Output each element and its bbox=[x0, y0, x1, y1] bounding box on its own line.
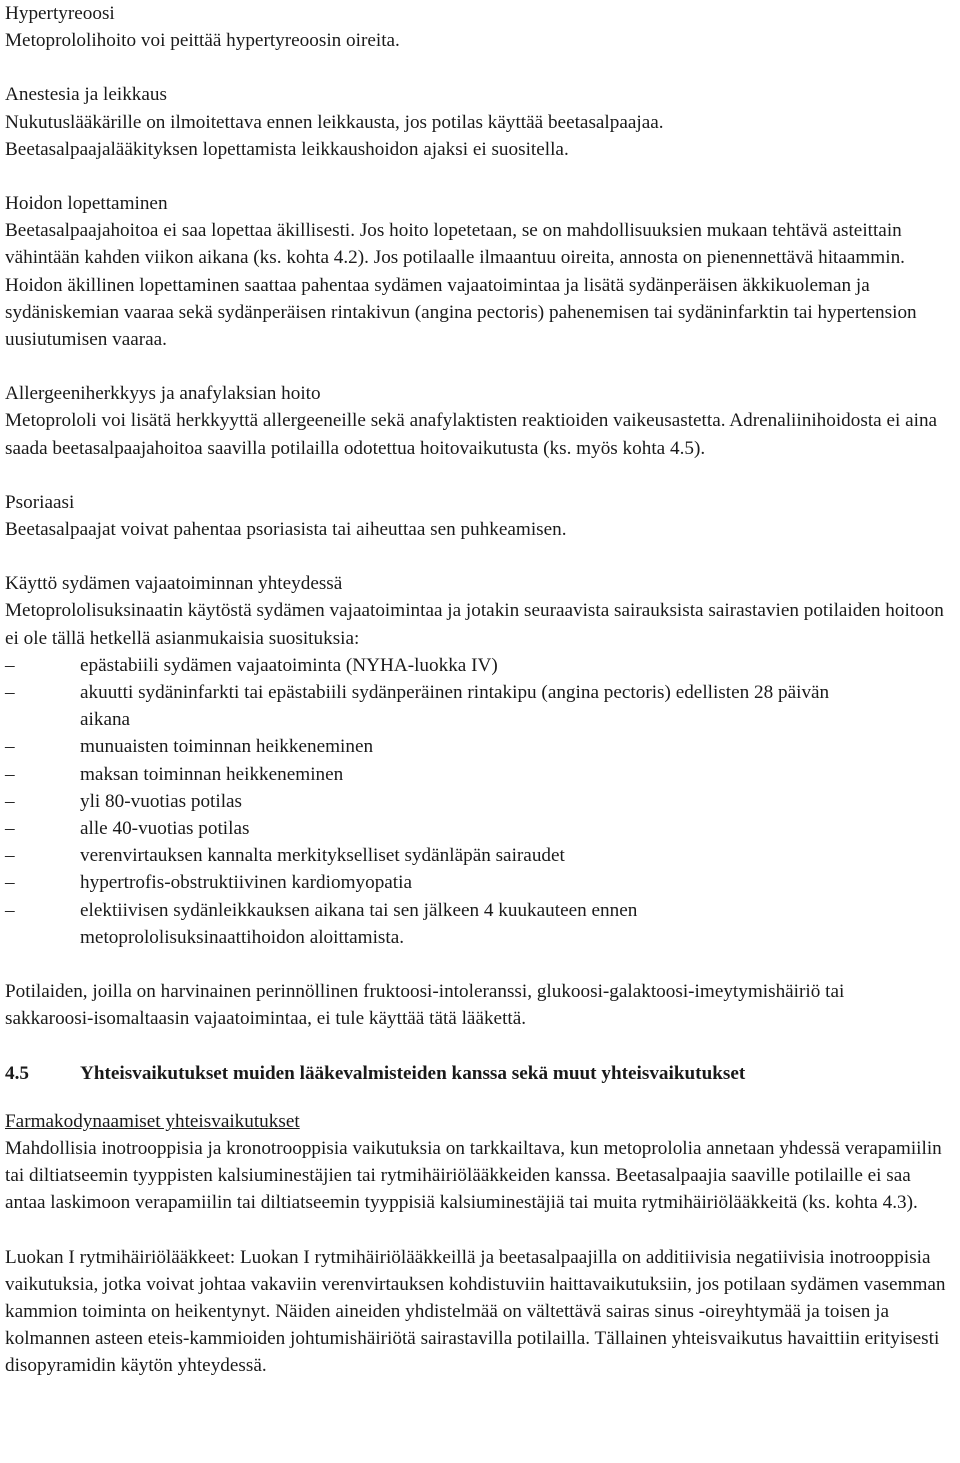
heading-lopettaminen: Hoidon lopettaminen bbox=[5, 193, 168, 215]
text-farmakodynaamiset: Mahdollisia inotrooppisia ja kronotrooppisia vaikutuksia on tarkkailtava, kun metoprololia annetaan yhdessä verapamiilin tai diltiatseemin tyyppisten kalsiuminestäjien tai rytmihäiriölääkkeiden kanssa. Beetasalpaajia saaville potilaille ei saa antaa laskimoon verapamiilin tai diltiatseemin tyyppisiä kalsiuminestäjiä tai muita rytmihäiriölääkkeitä (ks. kohta 4.3). bbox=[5, 1137, 942, 1214]
list-item: – elektiivisen sydänleikkauksen aikana tai sen jälkeen 4 kuukauteen ennen metoprololisuksinaattihoidon aloittamista. bbox=[5, 897, 840, 951]
document-page bbox=[5, 0, 955, 1380]
dash-marker: – bbox=[5, 682, 15, 704]
text-allergia: Metoprololi voi lisätä herkkyyttä allergeeneille sekä anafylaktisten reaktioiden vaikeusastetta. Adrenaliinihoidosta ei aina saada beetasalpaajahoitoa saavilla potilailla odotettua hoitovaikutusta (ks. myös kohta 4.5). bbox=[5, 410, 938, 459]
text-luokka-1: Luokan I rytmihäiriölääkkeet: Luokan I rytmihäiriölääkkeillä ja beetasalpaajilla on additiivisia negatiivisia inotrooppisia vaikutuksia, jotka voivat johtaa vakaviin verenvirtauksen kohdistuviin haittavaikutuksiin, jos potilaan sydämen vasemman kammion toiminta on heikentynyt. Näiden aineiden yhdistelmää on vältettävä sairas sinus -oireyhtymää ja toisen ja kolmannen asteen eteis-kammioiden johtumishäiriötä sairastavilla potilailla. Tällainen yhteisvaikutus havaittiin erityisesti disopyramidin käytön yhteydessä. bbox=[5, 1246, 946, 1377]
list-item: – verenvirtauksen kannalta merkitykselliset sydänläpän sairaudet bbox=[5, 842, 955, 869]
list-item: – maksan toiminnan heikkeneminen bbox=[5, 761, 955, 788]
text-lopettaminen: Beetasalpaajahoitoa ei saa lopettaa äkillisesti. Jos hoito lopetetaan, se on mahdollisuuksien mukaan tehtävä asteittain vähintään kahden viikon aikana (ks. kohta 4.2). Jos potilaalle ilmaantuu oireita, annosta on pienennettävä hitaammin. Hoidon äkillinen lopettaminen saattaa pahentaa sydämen vajaatoimintaa ja lisätä sydänperäisen äkkikuoleman ja sydäniskemian vaaraa sekä sydänperäisen rintakivun (angina pectoris) pahenemisen tai sydäninfarktin tai hypertension uusiutumisen vaaraa. bbox=[5, 220, 917, 351]
block-allergia bbox=[5, 380, 955, 462]
dash-marker: – bbox=[5, 872, 15, 894]
dash-marker: – bbox=[5, 654, 15, 676]
dash-marker: – bbox=[5, 763, 15, 785]
list-item: – epästabiili sydämen vajaatoiminta (NYHA-luokka IV) bbox=[5, 652, 955, 679]
text-vajaatoiminta: Metoprololisuksinaatin käytöstä sydämen vajaatoimintaa ja jotakin seuraavista sairauksista sairastavien potilaiden hoitoon ei ole tällä hetkellä asianmukaisia suosituksia: bbox=[5, 600, 944, 649]
block-farmakodynaamiset bbox=[5, 1108, 955, 1217]
block-hypertyreoosi bbox=[5, 0, 955, 54]
condition-list bbox=[5, 652, 955, 951]
dash-marker: – bbox=[5, 736, 15, 758]
list-item: – alle 40-vuotias potilas bbox=[5, 815, 955, 842]
text-fruktoosi: Potilaiden, joilla on harvinainen perinnöllinen fruktoosi-intoleranssi, glukoosi-galaktoosi-imeytymishäiriö tai sakkaroosi-isomaltaasin vajaatoimintaa, ei tule käyttää tätä lääkettä. bbox=[5, 981, 845, 1030]
section-number: 4.5 bbox=[5, 1062, 29, 1084]
list-item: – hypertrofis-obstruktiivinen kardiomyopatia bbox=[5, 869, 955, 896]
heading-psoriaasi: Psoriaasi bbox=[5, 491, 75, 513]
block-lopettaminen bbox=[5, 190, 955, 353]
block-luokka-1 bbox=[5, 1244, 955, 1380]
text-anestesia: Nukutuslääkärille on ilmoitettava ennen leikkausta, jos potilas käyttää beetasalpaajaa. Beetasalpaajalääkityksen lopettamista leikkaushoidon ajaksi ei suositella. bbox=[5, 111, 664, 160]
section-heading-4-5 bbox=[5, 1060, 955, 1087]
heading-vajaatoiminta: Käyttö sydämen vajaatoiminnan yhteydessä bbox=[5, 573, 343, 595]
block-psoriaasi bbox=[5, 489, 955, 543]
block-anestesia bbox=[5, 81, 955, 163]
heading-hypertyreoosi: Hypertyreoosi bbox=[5, 3, 115, 24]
heading-allergia: Allergeeniherkkyys ja anafylaksian hoito bbox=[5, 383, 321, 405]
text-hypertyreoosi: Metoprololihoito voi peittää hypertyreoosin oireita. bbox=[5, 30, 400, 52]
list-item: – yli 80-vuotias potilas bbox=[5, 788, 955, 815]
dash-marker: – bbox=[5, 899, 15, 921]
list-item: – akuutti sydäninfarkti tai epästabiili sydänperäinen rintakipu (angina pectoris) edellisten 28 päivän aikana bbox=[5, 679, 860, 733]
heading-anestesia: Anestesia ja leikkaus bbox=[5, 84, 167, 106]
dash-marker: – bbox=[5, 790, 15, 812]
block-fruktoosi bbox=[5, 978, 955, 1032]
section-title: Yhteisvaikutukset muiden lääkevalmisteiden kanssa sekä muut yhteisvaikutukset bbox=[80, 1062, 746, 1084]
text-psoriaasi: Beetasalpaajat voivat pahentaa psoriasista tai aiheuttaa sen puhkeamisen. bbox=[5, 519, 567, 541]
heading-farmakodynaamiset: Farmakodynaamiset yhteisvaikutukset bbox=[5, 1110, 300, 1132]
dash-marker: – bbox=[5, 845, 15, 867]
list-item: – munuaisten toiminnan heikkeneminen bbox=[5, 733, 955, 760]
block-vajaatoiminta bbox=[5, 570, 955, 951]
dash-marker: – bbox=[5, 818, 15, 840]
